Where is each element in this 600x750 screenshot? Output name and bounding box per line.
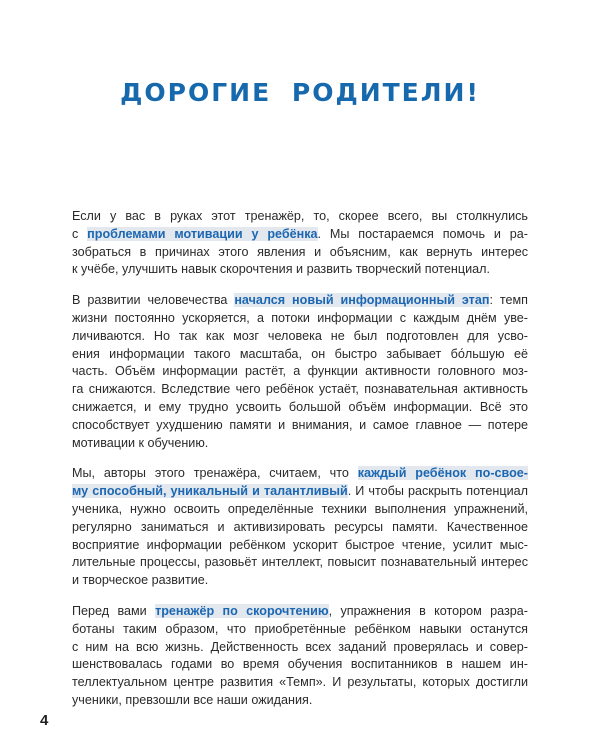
- text-line: [72, 261, 528, 279]
- highlighted-phrase: тренажёр по скорочтению: [155, 603, 329, 618]
- text-line: [72, 328, 528, 346]
- paragraph: [72, 208, 528, 279]
- highlighted-phrase: начался новый информационный этап: [234, 293, 490, 308]
- text-segment: способствует ухудшению памяти и внимания, и самое главное — потере: [72, 417, 528, 432]
- text-line: [72, 483, 528, 501]
- text-line: [72, 363, 528, 381]
- text-segment: жизни постоянно ускоряется, а потоки информации с каждым днём уве-: [72, 310, 528, 325]
- text-segment: ения информации такого масштаба, он быстро забывает бо́льшую её: [72, 346, 528, 361]
- text-line: [72, 603, 528, 621]
- text-segment: с ним на всю жизнь. Действенность всех заданий проверялась и совер-: [72, 639, 528, 654]
- text-segment: личиваются. Но так как мозг человека не был подготовлен для усво-: [72, 328, 528, 343]
- text-segment: . Мы постараемся помочь и ра-: [317, 226, 528, 241]
- text-line: [72, 537, 528, 555]
- text-line: [72, 674, 528, 692]
- body-text: [72, 208, 528, 723]
- text-segment: мотивации к обучению.: [72, 435, 209, 450]
- text-segment: лительные процессы, разовьёт интеллект, повысит познавательный интерес: [72, 555, 528, 570]
- text-segment: : темп: [489, 293, 528, 308]
- highlighted-phrase: му способный, уникальный и талантливый: [72, 484, 348, 499]
- text-segment: Мы, авторы этого тренажёра, считаем, что: [72, 466, 358, 481]
- text-segment: . И чтобы раскрыть потенциал: [347, 484, 528, 499]
- text-line: [72, 244, 528, 262]
- text-segment: восприятие информации ребёнком ускорит быстрое чтение, усилит мыс-: [72, 537, 528, 552]
- text-segment: теллектуальном центре развития «Темп». И результаты, которых достигли: [72, 675, 528, 690]
- text-segment: Перед вами: [72, 603, 156, 618]
- paragraph: [72, 292, 528, 452]
- text-segment: к учёбе, улучшить навык скорочтения и развить творческий потенциал.: [72, 262, 490, 277]
- text-line: [72, 572, 528, 590]
- text-line: [72, 435, 528, 453]
- text-segment: снижается, и ему трудно усвоить большой объём информации. Всё это: [72, 399, 528, 414]
- text-segment: ученики, превзошли все наши ожидания.: [72, 692, 313, 707]
- text-line: [72, 208, 528, 226]
- text-line: [72, 465, 528, 483]
- paragraph: [72, 603, 528, 710]
- text-line: [72, 656, 528, 674]
- text-segment: га снижаются. Вследствие чего ребёнок устаёт, познавательная активность: [72, 382, 528, 397]
- text-segment: с: [72, 226, 88, 241]
- text-segment: В развитии человечества: [72, 293, 235, 308]
- text-line: [72, 417, 528, 435]
- text-segment: ботаны таким образом, что приобретённые ребёнком навыки останутся: [72, 621, 528, 636]
- text-line: [72, 621, 528, 639]
- text-line: [72, 226, 528, 244]
- text-segment: часть. Объём информации растёт, а функции активности головного моз-: [72, 364, 528, 379]
- highlighted-phrase: проблемами мотивации у ребёнка: [87, 226, 318, 241]
- text-line: [72, 346, 528, 364]
- text-line: [72, 519, 528, 537]
- text-segment: шенствовалась годами во время обучения воспитанников в нашем ин-: [72, 657, 528, 672]
- page-title: ДОРОГИЕ РОДИТЕЛИ!: [120, 78, 480, 107]
- text-line: [72, 381, 528, 399]
- text-segment: Если у вас в руках этот тренажёр, то, скорее всего, вы столкнулись: [72, 209, 528, 223]
- page-number: 4: [40, 712, 49, 729]
- text-line: [72, 554, 528, 572]
- text-segment: и творческое развитие.: [72, 573, 209, 588]
- text-line: [72, 639, 528, 657]
- text-segment: , упражнения в котором разра-: [328, 603, 528, 618]
- paragraph: [72, 465, 528, 590]
- text-line: [72, 292, 528, 310]
- text-line: [72, 501, 528, 519]
- text-segment: ученика, нужно освоить определённые техники выполнения упражнений,: [72, 501, 528, 516]
- text-line: [72, 310, 528, 328]
- text-line: [72, 399, 528, 417]
- text-segment: зобраться в причинах этого явления и объясним, как вернуть интерес: [72, 244, 528, 259]
- text-line: [72, 692, 528, 710]
- text-segment: регулярно заниматься и активизировать ресурсы памяти. Качественное: [72, 519, 528, 534]
- highlighted-phrase: каждый ребёнок по-свое-: [357, 466, 528, 481]
